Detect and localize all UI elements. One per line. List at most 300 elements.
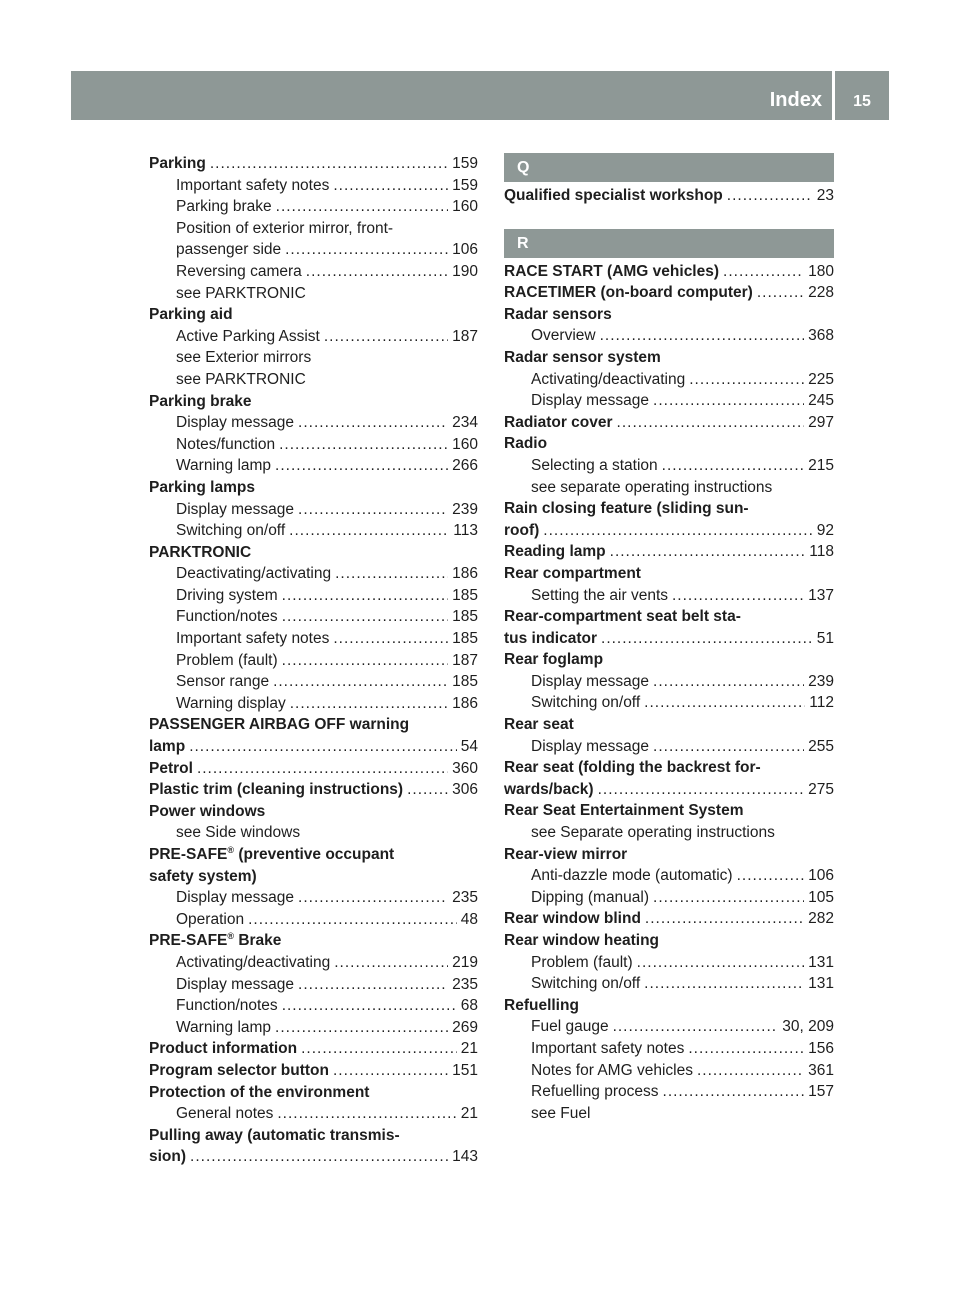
entry-term: General notes	[176, 1105, 274, 1123]
dot-leader	[333, 628, 448, 650]
index-subentry	[149, 369, 478, 391]
entry-page: 106	[808, 867, 834, 885]
index-subentry	[504, 952, 834, 974]
index-subentry	[149, 1103, 478, 1125]
entry-page: 112	[809, 694, 834, 712]
dot-leader	[335, 563, 448, 585]
index-entry	[504, 498, 834, 520]
entry-term: Reversing camera	[176, 262, 302, 280]
entry-page: 160	[452, 198, 478, 216]
entry-page: 185	[452, 630, 478, 648]
entry-term: RACETIMER (on-board computer)	[504, 284, 753, 302]
index-entry	[504, 844, 834, 866]
index-subentry	[504, 1081, 834, 1103]
entry-page: 137	[808, 586, 834, 604]
dot-leader	[298, 412, 448, 434]
entry-term: Qualified specialist workshop	[504, 187, 723, 204]
entry-term-text: PRE-SAFE	[149, 932, 228, 950]
index-entry	[149, 801, 478, 823]
dot-leader	[301, 1038, 457, 1060]
dot-leader	[653, 671, 804, 693]
index-subentry	[149, 196, 478, 218]
entry-term: Position of exterior mirror, front-	[176, 219, 394, 237]
entry-page: 92	[816, 521, 834, 539]
dot-leader	[334, 952, 448, 974]
index-entry	[504, 282, 834, 304]
dot-leader	[275, 455, 448, 477]
entry-term: Rear window blind	[504, 910, 641, 928]
index-entry	[149, 304, 478, 326]
entry-term: Warning lamp	[176, 1018, 272, 1036]
entry-page: 68	[460, 997, 478, 1015]
index-entry	[149, 1060, 478, 1082]
dot-leader	[610, 541, 806, 563]
dot-leader	[723, 261, 804, 283]
entry-term: Driving system	[176, 586, 278, 604]
entry-term: Parking lamps	[149, 478, 255, 496]
dot-leader	[617, 412, 805, 434]
index-entry	[149, 153, 478, 175]
entry-page: 225	[808, 370, 834, 388]
entry-page: 159	[452, 155, 478, 172]
entry-page: 54	[460, 738, 478, 756]
entry-page: 185	[452, 586, 478, 604]
section-letter: R	[504, 229, 834, 258]
dot-leader	[189, 736, 457, 758]
dot-leader	[613, 1016, 779, 1038]
index-entry	[149, 930, 478, 952]
section-letter: Q	[504, 153, 834, 182]
entry-term: see Exterior mirrors	[176, 349, 312, 367]
index-entry	[504, 185, 834, 207]
index-subentry	[504, 671, 834, 693]
index-subentry	[149, 1017, 478, 1039]
entry-page: 21	[460, 1105, 478, 1123]
dot-leader	[282, 606, 448, 628]
dot-leader	[282, 650, 448, 672]
index-entry	[504, 563, 834, 585]
index-entry	[149, 1146, 478, 1168]
index-subentry	[149, 347, 478, 369]
entry-term: Important safety notes	[176, 176, 330, 194]
index-subentry	[504, 1060, 834, 1082]
entry-term: Rear compartment	[504, 564, 641, 582]
entry-term: Refuelling process	[531, 1083, 659, 1101]
index-entry	[504, 628, 834, 650]
entry-term: Parking aid	[149, 306, 233, 324]
index-entry	[149, 714, 478, 736]
index-entry	[504, 347, 834, 369]
entry-page: 105	[808, 888, 834, 906]
dot-leader	[737, 865, 805, 887]
entry-term: see Side windows	[176, 824, 301, 842]
entry-page: 297	[808, 413, 834, 431]
entry-term: see PARKTRONIC	[176, 284, 306, 302]
entry-term: Switching on/off	[176, 522, 286, 540]
entry-term: Petrol	[149, 759, 193, 777]
entry-term: Deactivating/activating	[176, 565, 332, 583]
entry-term: Plastic trim (cleaning instructions)	[149, 781, 404, 799]
entry-page: 106	[452, 241, 478, 259]
entry-page: 48	[460, 910, 478, 928]
index-entry	[149, 1038, 478, 1060]
index-entry	[149, 1125, 478, 1147]
entry-term: Display message	[531, 392, 650, 410]
entry-page: 275	[808, 780, 834, 798]
entry-term: Problem (fault)	[176, 651, 278, 669]
index-subentry	[504, 1103, 834, 1125]
entry-term: Radar sensor system	[504, 348, 661, 366]
entry-term: see PARKTRONIC	[176, 370, 306, 388]
entry-page: 235	[452, 889, 478, 907]
header-bar	[71, 71, 889, 120]
dot-leader	[290, 693, 448, 715]
dot-leader	[653, 390, 804, 412]
entry-page: 360	[452, 759, 478, 777]
index-entry	[149, 477, 478, 499]
entry-term: Fuel gauge	[531, 1018, 609, 1036]
dot-leader	[190, 1146, 448, 1168]
index-entry	[504, 800, 834, 822]
entry-term: Notes/function	[176, 435, 276, 453]
dot-leader	[282, 995, 457, 1017]
index-subentry	[149, 822, 478, 844]
entry-term: Rear window heating	[504, 932, 660, 949]
entry-term: Problem (fault)	[531, 953, 633, 971]
index-subentry	[149, 585, 478, 607]
dot-leader	[273, 671, 448, 693]
entry-term: Switching on/off	[531, 694, 641, 712]
dot-leader	[282, 585, 448, 607]
entry-page: 228	[808, 284, 834, 302]
dot-leader	[689, 369, 804, 391]
dot-leader	[248, 909, 457, 931]
index-entry	[504, 930, 834, 952]
index-entry	[149, 1082, 478, 1104]
dot-leader	[543, 520, 812, 542]
index-subentry	[504, 865, 834, 887]
registered-mark: ®	[227, 931, 235, 942]
entry-term: roof)	[504, 521, 540, 539]
entry-term: safety system)	[149, 867, 257, 885]
index-subentry	[149, 995, 478, 1017]
entry-page: 113	[453, 522, 478, 540]
dot-leader	[210, 153, 448, 175]
index-subentry	[504, 325, 834, 347]
entry-term: Anti-dazzle mode (automatic)	[531, 867, 733, 885]
entry-term: Rear-view mirror	[504, 845, 628, 863]
entry-term: sion)	[149, 1148, 187, 1166]
entry-term: Notes for AMG vehicles	[531, 1061, 693, 1079]
entry-page: 187	[452, 327, 478, 345]
entry-term: Setting the air vents	[531, 586, 668, 604]
index-subentry	[149, 326, 478, 348]
entry-term: PARKTRONIC	[149, 543, 252, 561]
entry-page: 30, 209	[782, 1018, 834, 1036]
dot-leader	[653, 887, 804, 909]
dot-leader	[663, 1081, 805, 1103]
entry-term-rest: (preventive occupant	[234, 846, 395, 863]
entry-page: 235	[452, 975, 478, 993]
entry-term: Warning display	[176, 694, 286, 712]
entry-page: 131	[808, 975, 834, 993]
entry-term: Display message	[176, 975, 295, 993]
entry-term: Program selector button	[149, 1061, 329, 1079]
index-subentry	[149, 887, 478, 909]
entry-page: 266	[452, 457, 478, 475]
entry-page: 151	[452, 1061, 478, 1079]
entry-term: wards/back)	[504, 780, 594, 798]
entry-term: Rear seat (folding the backrest for-	[504, 759, 761, 777]
index-subentry	[504, 369, 834, 391]
entry-term: Parking	[149, 155, 206, 172]
entry-term: Radar sensors	[504, 305, 612, 323]
index-subentry	[149, 239, 478, 261]
entry-term: Activating/deactivating	[176, 953, 331, 971]
dot-leader	[688, 1038, 804, 1060]
entry-term: Important safety notes	[531, 1039, 685, 1057]
entry-term: Power windows	[149, 802, 266, 820]
entry-term	[149, 930, 281, 952]
index-title: Index	[769, 89, 822, 111]
entry-term: Selecting a station	[531, 456, 658, 474]
entry-term: tus indicator	[504, 629, 598, 647]
index-subentry	[149, 693, 478, 715]
entry-page: 190	[452, 262, 478, 280]
entry-page: 51	[816, 629, 834, 647]
dot-leader	[275, 1017, 448, 1039]
page-number: 15	[853, 93, 871, 110]
entry-page: 157	[808, 1083, 834, 1101]
index-entry	[149, 779, 478, 801]
index-subentry	[504, 1038, 834, 1060]
entry-term: Radiator cover	[504, 413, 613, 431]
index-subentry	[149, 261, 478, 283]
index-subentry	[504, 390, 834, 412]
index-entry	[504, 995, 834, 1017]
entry-term: Sensor range	[176, 673, 270, 691]
index-subentry	[149, 218, 478, 240]
entry-term: Rear-compartment seat belt sta-	[504, 608, 741, 626]
dot-leader	[598, 779, 805, 801]
dot-leader	[324, 326, 448, 348]
entry-page: 368	[808, 327, 834, 345]
entry-term: Parking brake	[176, 198, 272, 216]
index-subentry	[149, 455, 478, 477]
index-entry	[504, 261, 834, 283]
entry-page: 156	[808, 1039, 834, 1057]
index-entry	[504, 433, 834, 455]
entry-page: 131	[808, 953, 834, 971]
dot-leader	[289, 520, 449, 542]
dot-leader	[407, 779, 448, 801]
entry-page: 186	[452, 694, 478, 712]
dot-leader	[277, 1103, 456, 1125]
entry-page: 239	[808, 672, 834, 690]
dot-leader	[197, 758, 448, 780]
entry-page: 160	[452, 435, 478, 453]
index-subentry	[149, 628, 478, 650]
dot-leader	[333, 1060, 448, 1082]
index-entry	[149, 844, 478, 866]
entry-page: 245	[808, 392, 834, 410]
dot-leader	[601, 628, 813, 650]
entry-page: 21	[460, 1040, 478, 1058]
index-entry	[149, 542, 478, 564]
index-subentry	[504, 1016, 834, 1038]
entry-term: Rear seat	[504, 716, 574, 734]
index-column-right	[504, 153, 834, 1124]
dot-leader	[662, 455, 804, 477]
index-column-left	[149, 153, 478, 1168]
index-subentry	[504, 887, 834, 909]
entry-term: Display message	[176, 414, 295, 432]
entry-term: see Fuel	[531, 1104, 591, 1122]
index-subentry	[149, 283, 478, 305]
index-entry	[504, 908, 834, 930]
entry-page: 159	[452, 176, 478, 194]
entry-term: Rear foglamp	[504, 651, 604, 669]
entry-term-rest: Brake	[234, 932, 282, 950]
dot-leader	[644, 692, 805, 714]
dot-leader	[298, 887, 448, 909]
entry-term: Radio	[504, 435, 548, 453]
entry-term: see Separate operating instructions	[531, 824, 775, 842]
registered-mark: ®	[227, 844, 235, 855]
dot-leader	[757, 282, 804, 304]
entry-term: Warning lamp	[176, 457, 272, 475]
entry-page: 269	[452, 1018, 478, 1036]
dot-leader	[727, 185, 813, 207]
index-subentry	[149, 175, 478, 197]
entry-term: Display message	[531, 737, 650, 755]
index-subentry	[149, 650, 478, 672]
entry-page: 234	[452, 414, 478, 432]
index-entry	[504, 757, 834, 779]
entry-page: 282	[808, 910, 834, 928]
index-entry	[149, 758, 478, 780]
entry-page: 219	[452, 953, 478, 971]
entry-term: Rain closing feature (sliding sun-	[504, 500, 749, 518]
entry-page: 185	[452, 608, 478, 626]
index-entry	[504, 714, 834, 736]
index-subentry	[149, 952, 478, 974]
entry-term: lamp	[149, 738, 186, 756]
index-subentry	[149, 434, 478, 456]
entry-term: Display message	[176, 889, 295, 907]
entry-page: 306	[452, 781, 478, 799]
entry-page: 185	[452, 673, 478, 691]
index-entry	[504, 606, 834, 628]
entry-term: Active Parking Assist	[176, 327, 320, 345]
entry-page: 239	[452, 500, 478, 518]
index-subentry	[149, 499, 478, 521]
entry-term: Display message	[531, 672, 650, 690]
index-subentry	[504, 973, 834, 995]
entry-term: Function/notes	[176, 997, 278, 1015]
index-subentry	[504, 822, 834, 844]
dot-leader	[637, 952, 804, 974]
dot-leader	[645, 908, 804, 930]
entry-term: Dipping (manual)	[531, 888, 650, 906]
index-entry	[149, 736, 478, 758]
entry-term: Operation	[176, 910, 245, 928]
entry-page: 23	[816, 187, 834, 204]
entry-page: 361	[808, 1061, 834, 1079]
entry-page: 187	[452, 651, 478, 669]
entry-page: 143	[452, 1148, 478, 1166]
dot-leader	[298, 974, 448, 996]
index-subentry	[504, 692, 834, 714]
entry-term: passenger side	[176, 241, 282, 259]
index-entry	[504, 520, 834, 542]
dot-leader	[285, 239, 448, 261]
section-gap	[504, 207, 834, 229]
index-subentry	[504, 585, 834, 607]
entry-term: Protection of the environment	[149, 1083, 370, 1101]
dot-leader	[279, 434, 448, 456]
entry-term: Overview	[531, 327, 596, 345]
index-subentry	[149, 412, 478, 434]
entry-term-text: PRE-SAFE	[149, 846, 228, 863]
entry-page: 180	[808, 262, 834, 280]
index-entry	[504, 541, 834, 563]
dot-leader	[333, 175, 448, 197]
index-entry	[504, 779, 834, 801]
index-subentry	[504, 736, 834, 758]
entry-term	[149, 844, 394, 866]
dot-leader	[276, 196, 448, 218]
index-entry	[504, 412, 834, 434]
entry-term: Refuelling	[504, 996, 579, 1014]
entry-term: Switching on/off	[531, 975, 641, 993]
entry-term: Pulling away (automatic transmis-	[149, 1126, 400, 1144]
dot-leader	[697, 1060, 804, 1082]
index-subentry	[149, 974, 478, 996]
entry-term: Display message	[176, 500, 295, 518]
entry-term: RACE START (AMG vehicles)	[504, 262, 720, 280]
index-subentry	[149, 563, 478, 585]
index-subentry	[504, 477, 834, 499]
dot-leader	[298, 499, 448, 521]
index-subentry	[149, 520, 478, 542]
index-subentry	[149, 671, 478, 693]
index-subentry	[149, 606, 478, 628]
entry-page: 118	[809, 543, 834, 561]
entry-term: Activating/deactivating	[531, 370, 686, 388]
index-entry	[504, 304, 834, 326]
index-subentry	[504, 455, 834, 477]
dot-leader	[672, 585, 804, 607]
entry-term: Reading lamp	[504, 543, 606, 561]
entry-term: see separate operating instructions	[531, 478, 773, 496]
index-subentry	[149, 909, 478, 931]
entry-term: Important safety notes	[176, 630, 330, 648]
dot-leader	[644, 973, 804, 995]
entry-term: PASSENGER AIRBAG OFF warning	[149, 716, 410, 734]
entry-page: 215	[808, 456, 834, 474]
entry-term: Rear Seat Entertainment System	[504, 802, 744, 820]
dot-leader	[306, 261, 448, 283]
entry-term: Parking brake	[149, 392, 252, 410]
entry-term: Function/notes	[176, 608, 278, 626]
entry-term: Product information	[149, 1040, 298, 1058]
dot-leader	[653, 736, 804, 758]
index-entry	[149, 866, 478, 888]
entry-page: 186	[452, 565, 478, 583]
index-entry	[504, 649, 834, 671]
dot-leader	[600, 325, 805, 347]
